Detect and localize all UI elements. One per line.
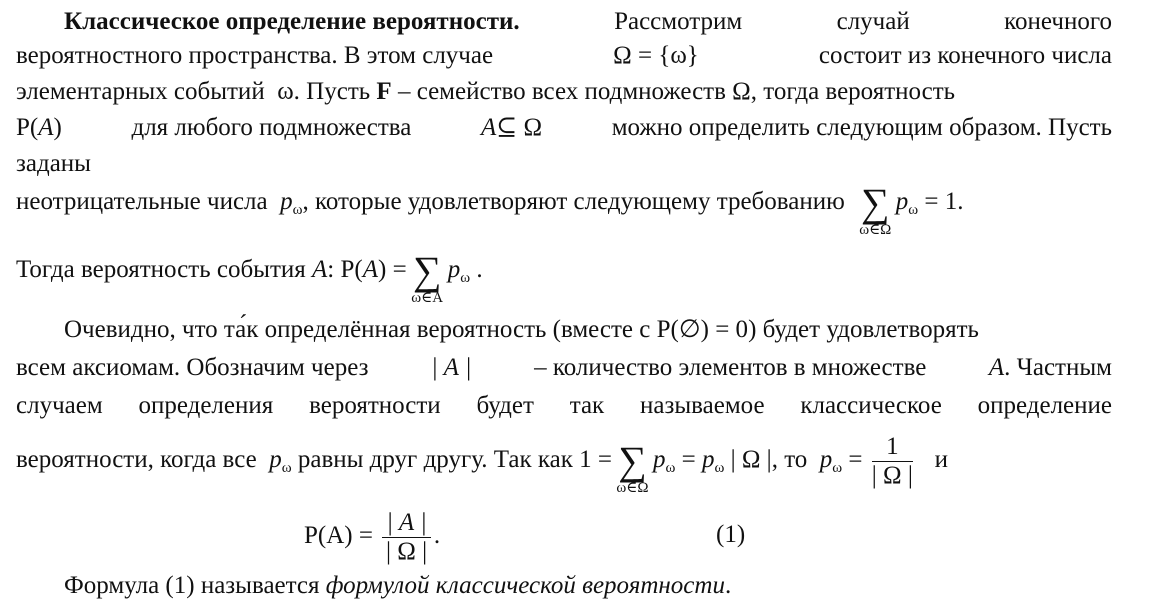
text: состоит из конечного числа — [818, 42, 1112, 69]
math-A: A — [312, 256, 328, 283]
fraction: $\frac{1}{| \Omega |}$ — [871, 432, 913, 489]
text: вероятности, когда все — [16, 446, 257, 473]
math-eq: = — [681, 446, 696, 473]
math-p: p — [447, 256, 461, 283]
math-subscript: ω — [281, 460, 292, 476]
math-F: F — [376, 78, 392, 105]
paragraph-1-line-2 — [16, 38, 1112, 74]
paragraph-3-line-3 — [16, 388, 1112, 424]
text: . — [433, 522, 441, 549]
paragraph-1-line-5 — [16, 146, 1112, 182]
definition-term: Классическое определение вероятности. — [64, 8, 520, 35]
math-abs-A: | A | — [431, 354, 472, 381]
paragraph-2 — [16, 248, 1112, 307]
math-subset: A⊆ Ω — [481, 114, 543, 141]
math-eq: = — [392, 256, 407, 283]
math-subscript: ω — [292, 202, 303, 218]
text: для любого подмножества — [131, 114, 412, 141]
text: . — [476, 256, 483, 283]
word: конечного — [1004, 8, 1112, 35]
text: . Частным — [1004, 354, 1112, 381]
text: . — [957, 188, 964, 215]
paragraph-1-line-1 — [64, 4, 1112, 40]
math-subscript: ω — [665, 460, 676, 476]
math-omega: ω — [277, 78, 294, 105]
emphasized-term: формулой классической вероятности — [325, 572, 725, 599]
text: (1) — [716, 521, 746, 548]
text: всем аксиомам. Обозначим через — [16, 354, 369, 381]
math-p: p — [701, 446, 715, 473]
formula-number — [716, 517, 745, 553]
text: : — [327, 256, 335, 283]
text: Очевидно, что та́к определённая вероятность (вместе с — [64, 316, 651, 343]
text: , то — [771, 446, 808, 473]
word: случай — [836, 8, 910, 35]
math-p: p — [269, 446, 282, 473]
math-p: p — [280, 188, 293, 215]
formula-lhs: P(A) = — [304, 522, 373, 549]
text: можно определить следующим образом. Пусть — [611, 114, 1112, 141]
sum-symbol: ∑ ω∈A — [411, 248, 444, 307]
math-eq: = 1 — [924, 188, 958, 215]
math-p: p — [895, 188, 909, 215]
sum-symbol: ∑ ω∈Ω — [616, 438, 649, 497]
paragraph-4 — [64, 568, 1112, 604]
text: , тогда вероятность — [750, 78, 956, 105]
math-Omega: Ω — [732, 78, 751, 105]
math-subscript: ω — [714, 460, 725, 476]
text: – количество элементов в множестве — [534, 354, 927, 381]
paragraph-3-line-4 — [16, 430, 1112, 497]
math-p: p — [819, 446, 833, 473]
text: заданы — [16, 150, 91, 177]
math-PA: P(A) — [340, 256, 387, 283]
math-abs-Omega: | Ω | — [730, 446, 772, 473]
formula-fraction: $\frac{| A |}{| \Omega |}$ — [382, 509, 431, 566]
math-subscript: ω — [460, 270, 471, 286]
paragraph-1-line-6 — [16, 180, 1112, 239]
paragraph-1-line-3 — [16, 74, 1112, 110]
text: ) будет удовлетворять — [748, 316, 979, 343]
paragraph-3-line-1 — [64, 312, 1112, 348]
math-PA: P(A) — [16, 114, 62, 141]
text: и — [934, 446, 949, 473]
math-p: p — [652, 446, 666, 473]
formula-1 — [304, 504, 440, 568]
math-P-empty: P(∅) = 0 — [656, 316, 749, 343]
math-one-eq: 1 = — [579, 446, 612, 473]
math-A: A — [988, 354, 1005, 381]
sum-symbol: ∑ ω∈Ω — [859, 180, 892, 239]
text: , которые удовлетворяют следующему требованию — [302, 188, 845, 215]
text: неотрицательные числа — [16, 188, 268, 215]
word: Рассмотрим — [614, 8, 743, 35]
math-omega-set: Ω = {ω} — [613, 42, 699, 69]
text: . — [724, 572, 732, 599]
text: вероятностного пространства. В этом случае — [16, 42, 494, 69]
paragraph-1-line-4 — [16, 110, 1112, 146]
math-subscript: ω — [832, 460, 843, 476]
paragraph-3-line-2 — [16, 350, 1112, 386]
text: Тогда вероятность события — [16, 256, 306, 283]
text: случаем определения вероятности будет так называемое классическое определение — [16, 392, 1112, 419]
text: – семейство всех подмножеств — [397, 78, 726, 105]
math-subscript: ω — [908, 202, 919, 218]
text: равны друг другу. Так как — [297, 446, 573, 473]
text: . Пусть — [293, 78, 371, 105]
text: элементарных событий — [16, 78, 265, 105]
math-eq: = — [848, 446, 863, 473]
text: Формула (1) называется — [64, 572, 320, 599]
